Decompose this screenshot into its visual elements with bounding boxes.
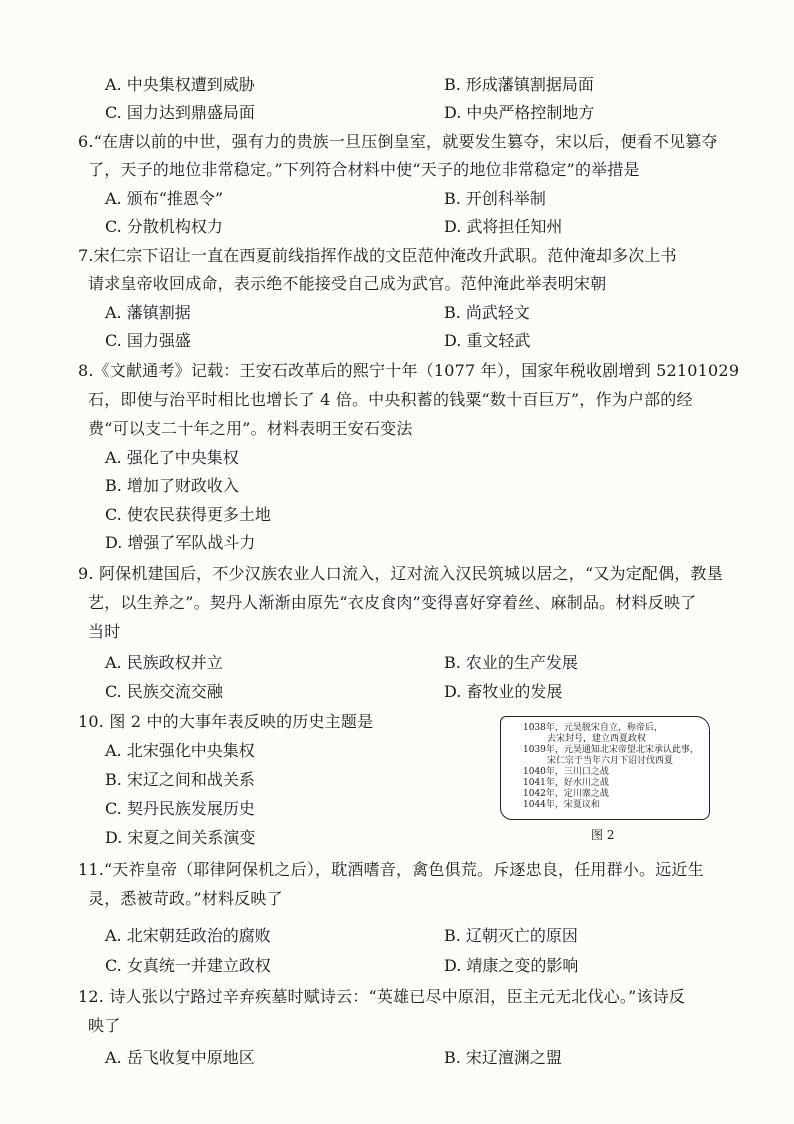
q11-option-d[interactable]: D. 靖康之变的影响: [444, 956, 579, 975]
q11-option-c[interactable]: C. 女真统一并建立政权: [105, 956, 271, 975]
q6-option-d[interactable]: D. 武将担任知州: [444, 217, 563, 236]
figure-2-timeline-box: [500, 716, 710, 820]
q10-option-c[interactable]: C. 契丹民族发展历史: [105, 799, 255, 818]
figure-2-caption: 图 2: [591, 828, 615, 842]
timeline-entry: 1044年，宋夏议和: [523, 800, 600, 810]
q5-option-c[interactable]: C. 国力达到鼎盛局面: [105, 103, 255, 122]
q7-option-d[interactable]: D. 重文轻武: [444, 331, 531, 350]
q8-stem-line-2: 石，即使与治平时相比也增长了 4 倍。中央积蓄的钱粟“数十百巨万”，作为户部的经: [88, 390, 693, 409]
q7-stem-line-1: 7.宋仁宗下诏让一直在西夏前线指挥作战的文臣范仲淹改升武职。范仲淹却多次上书: [78, 246, 677, 265]
q9-stem-line-1: 9. 阿保机建国后，不少汉族农业人口流入，辽对流入汉民筑城以居之，“又为定配偶，教垦: [78, 564, 723, 583]
q11-stem-line-2: 灵，悉被苛政。”材料反映了: [88, 889, 283, 908]
timeline-entry: 宋仁宗于当年六月下诏讨伐西夏: [547, 756, 674, 766]
q8-stem-line-1: 8.《文献通考》记载：王安石改革后的熙宁十年（1077 年），国家年税收剧增到 52101029: [78, 361, 740, 380]
q6-option-c[interactable]: C. 分散机构权力: [105, 217, 223, 236]
q7-option-c[interactable]: C. 国力强盛: [105, 331, 191, 350]
q7-stem-line-2: 请求皇帝收回成命，表示绝不能接受自己成为武官。范仲淹此举表明宋朝: [88, 274, 607, 293]
q9-option-d[interactable]: D. 畜牧业的发展: [444, 682, 563, 701]
timeline-entry: 1040年，三川口之战: [523, 767, 609, 777]
timeline-entry: 1038年，元昊脱宋自立，称帝后，: [523, 723, 663, 733]
q8-option-b[interactable]: B. 增加了财政收入: [105, 476, 239, 495]
q12-option-b[interactable]: B. 宋辽澶渊之盟: [444, 1048, 562, 1067]
q9-option-b[interactable]: B. 农业的生产发展: [444, 653, 578, 672]
q6-option-a[interactable]: A. 颁布“推恩令”: [105, 189, 224, 208]
q8-stem-line-3: 费“可以支二十年之用”。材料表明王安石变法: [88, 419, 413, 438]
q6-option-b[interactable]: B. 开创科举制: [444, 189, 546, 208]
q6-stem-line-1: 6.“在唐以前的中世，强有力的贵族一旦压倒皇室，就要发生篡夺，宋以后，便看不见篡夺: [78, 132, 718, 151]
q6-stem-line-2: 了，天子的地位非常稳定。”下列符合材料中使“天子的地位非常稳定”的举措是: [88, 160, 640, 179]
q5-option-d[interactable]: D. 中央严格控制地方: [444, 103, 595, 122]
timeline-entry: 去宋封号，建立西夏政权: [547, 734, 647, 744]
q8-option-c[interactable]: C. 使农民获得更多土地: [105, 505, 271, 524]
q10-option-a[interactable]: A. 北宋强化中央集权: [105, 741, 255, 760]
q8-option-a[interactable]: A. 强化了中央集权: [105, 448, 239, 467]
q12-stem-line-1: 12. 诗人张以宁路过辛弃疾墓时赋诗云：“英雄已尽中原泪，臣主元无北伐心。”该诗反: [78, 987, 686, 1006]
q9-stem-line-3: 当时: [88, 622, 121, 641]
q9-option-c[interactable]: C. 民族交流交融: [105, 682, 223, 701]
q9-stem-line-2: 艺，以生养之”。契丹人渐渐由原先“衣皮食肉”变得喜好穿着丝、麻制品。材料反映了: [88, 593, 697, 612]
q7-option-a[interactable]: A. 藩镇割据: [105, 303, 191, 322]
q9-option-a[interactable]: A. 民族政权并立: [105, 653, 223, 672]
q11-stem-line-1: 11.“天祚皇帝（耶律阿保机之后），耽酒嗜音，禽色俱荒。斥逐忠良，任用群小。远近生: [78, 860, 704, 879]
q11-option-b[interactable]: B. 辽朝灭亡的原因: [444, 926, 578, 945]
q10-option-d[interactable]: D. 宋夏之间关系演变: [105, 828, 256, 847]
q12-stem-line-2: 映了: [88, 1016, 121, 1035]
q5-option-a[interactable]: A. 中央集权遭到威胁: [105, 75, 255, 94]
timeline-entry: 1041年，好水川之战: [523, 778, 609, 788]
q8-option-d[interactable]: D. 增强了军队战斗力: [105, 533, 256, 552]
timeline-entry: 1039年，元昊通知北宋帝望北宋承认此事，: [523, 745, 699, 755]
timeline-entry: 1042年，定川寨之战: [523, 789, 609, 799]
q5-option-b[interactable]: B. 形成藩镇割据局面: [444, 75, 594, 94]
q11-option-a[interactable]: A. 北宋朝廷政治的腐败: [105, 926, 271, 945]
q10-option-b[interactable]: B. 宋辽之间和战关系: [105, 770, 255, 789]
q12-option-a[interactable]: A. 岳飞收复中原地区: [105, 1048, 255, 1067]
q10-stem: 10. 图 2 中的大事年表反映的历史主题是: [78, 712, 374, 731]
q7-option-b[interactable]: B. 尚武轻文: [444, 303, 530, 322]
